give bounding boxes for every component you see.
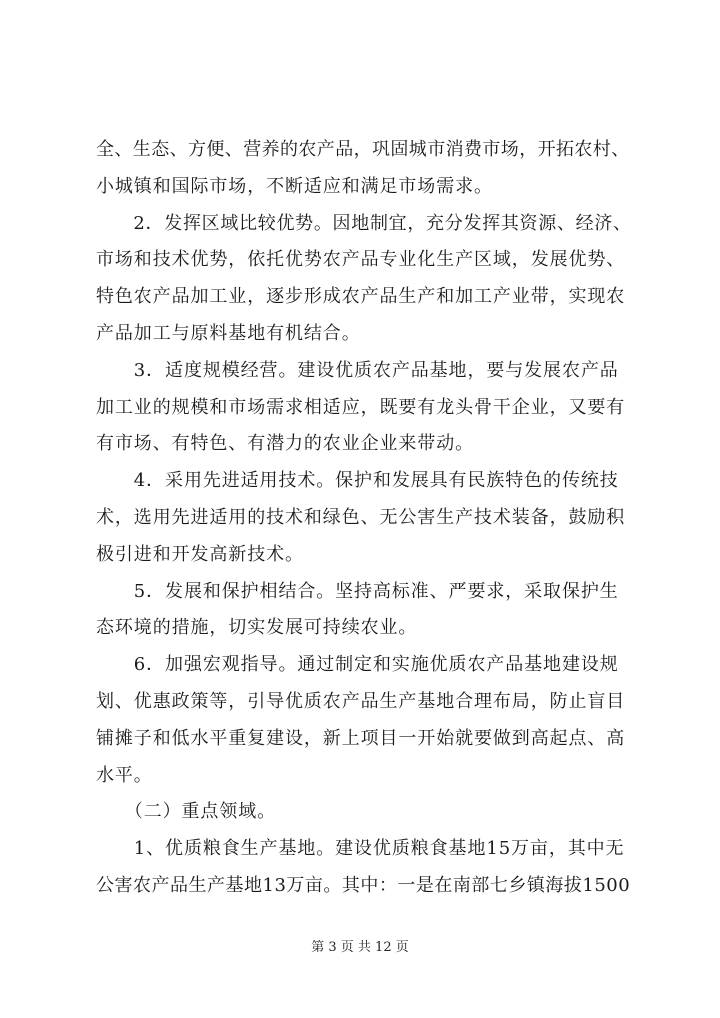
text-line: 2．发挥区域比较优势。因地制宜，充分发挥其资源、经济、 [96, 212, 632, 234]
text-line: 划、优惠政策等，引导优质农产品生产基地合理布局，防止盲目 [96, 690, 626, 712]
page-number-label: 第 3 页 共 12 页 [311, 940, 409, 955]
text-line: 市场和技术优势，依托优势农产品专业化生产区域，发展优势、 [96, 249, 626, 271]
text-line: 加工业的规模和市场需求相适应，既要有龙头骨干企业，又要有 [96, 396, 626, 418]
page-footer [0, 938, 720, 958]
text-line: 术，选用先进适用的技术和绿色、无公害生产技术装备，鼓励积 [96, 506, 626, 528]
text-line: 3．适度规模经营。建设优质农产品基地，要与发展农产品 [96, 359, 619, 381]
text-line: 态环境的措施，切实发展可持续农业。 [96, 617, 418, 639]
text-line: 5．发展和保护相结合。坚持高标准、严要求，采取保护生 [96, 580, 619, 602]
text-line: 水平。 [96, 764, 153, 786]
text-line: 4．采用先进适用技术。保护和发展具有民族特色的传统技 [96, 470, 619, 492]
text-line: 1、优质粮食生产基地。建设优质粮食基地15万亩，其中无 [96, 838, 625, 860]
text-line: 极引进和开发高新技术。 [96, 543, 304, 565]
text-line: 特色农产品加工业，逐步形成农产品生产和加工产业带，实现农 [96, 286, 626, 308]
text-line: 公害农产品生产基地13万亩。其中：一是在南部七乡镇海拔1500 [96, 874, 631, 896]
text-line: 有市场、有特色、有潜力的农业企业来带动。 [96, 433, 474, 455]
text-line: （二）重点领域。 [96, 801, 276, 823]
text-line: 产品加工与原料基地有机结合。 [96, 322, 361, 344]
document-body [96, 132, 632, 905]
text-line: 小城镇和国际市场，不断适应和满足市场需求。 [96, 175, 493, 197]
text-line: 6．加强宏观指导。通过制定和实施优质农产品基地建设规 [96, 654, 619, 676]
text-line: 铺摊子和低水平重复建设，新上项目一开始就要做到高起点、高 [96, 727, 626, 749]
text-line: 全、生态、方便、营养的农产品，巩固城市消费市场，开拓农村、 [96, 139, 630, 160]
